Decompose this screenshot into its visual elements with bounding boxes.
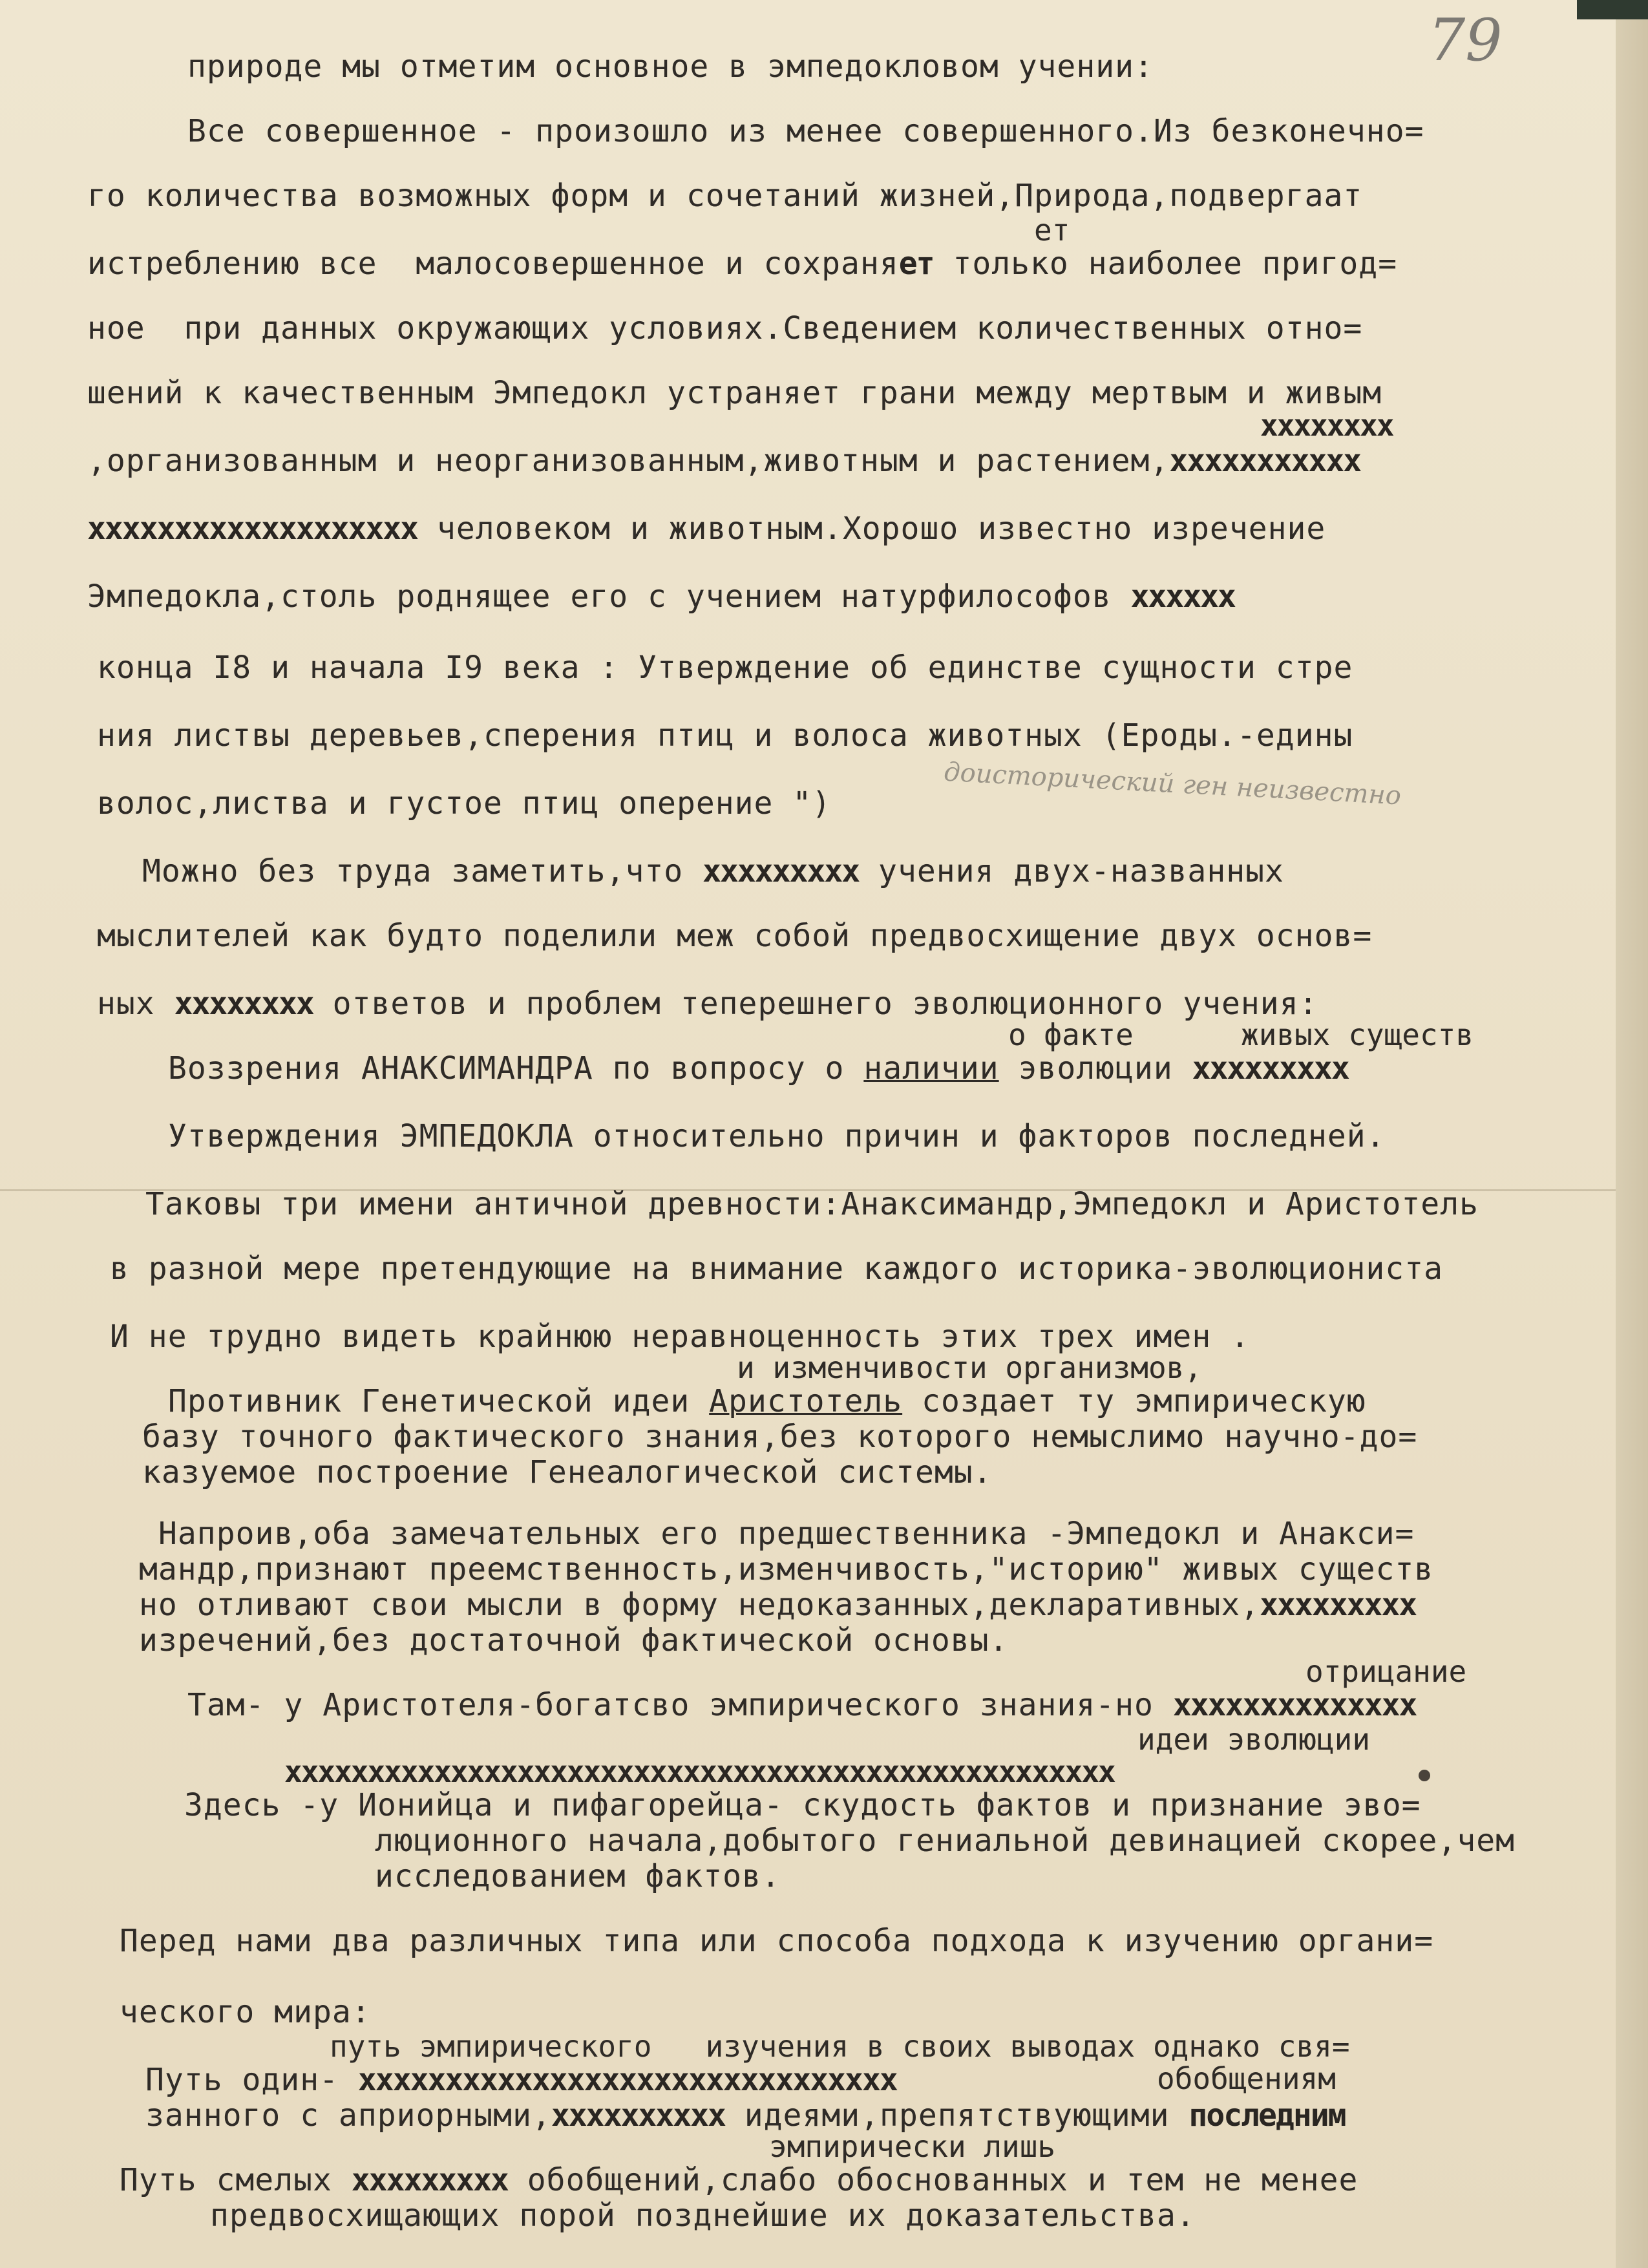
text-line [87, 246, 1397, 282]
inserted-correction: путь эмпирического изучения в своих выводах однако свя= [330, 2029, 1350, 2064]
text-segment: только наиболее пригод= [933, 246, 1398, 282]
scan-background-corner [1577, 0, 1648, 19]
text-line: ное при данных окружающих условиях.Сведением количественных отно= [87, 310, 1363, 346]
strikeout-text: последним [1188, 2097, 1346, 2134]
text-segment: идеями,препятствующими [724, 2097, 1189, 2134]
strikeout-text: xxxxxxxxxxxxxxxxxxx [87, 511, 418, 547]
underlined-text: наличии [863, 1050, 999, 1086]
text-line [187, 1687, 1416, 1723]
strikeout-text: xxxxxxxxxxx [1169, 443, 1361, 479]
inserted-correction: эмпирически лишь [769, 2129, 1056, 2164]
text-line: мыслителей как будто поделили меж собой предвосхищение двух основ= [97, 918, 1373, 954]
strikeout-text: xxxxxxxxx [1260, 1587, 1417, 1623]
strikeout-text: xxxxxxxx [1260, 408, 1393, 443]
text-line [145, 2097, 1346, 2134]
page-edge [1616, 0, 1648, 2268]
text-line: конца I8 и начала I9 века : Утверждение об единстве сущности стре [97, 650, 1353, 686]
text-line: И не трудно видеть крайнюю неравноценность этих трех имен . [110, 1319, 1251, 1355]
text-line [120, 2162, 1358, 2198]
text-segment: Противник Генетической идеи [168, 1383, 710, 1419]
text-line: казуемое построение Генеалогической системы. [142, 1454, 993, 1490]
inserted-correction: ет [1034, 213, 1070, 248]
text-segment: истреблению все малосовершенное и сохраня [87, 246, 899, 282]
text-line: го количества возможных форм и сочетаний жизней,Природа,подвергаат [87, 178, 1363, 214]
strikeout-text: ет [898, 246, 934, 282]
text-line [139, 1587, 1416, 1623]
text-segment: ответов и проблем теперешнего эволюционного учения: [313, 986, 1318, 1022]
text-line: Все совершенное - произошло из менее совершенного.Из безконечно= [187, 113, 1424, 149]
text-line: исследованием фактов. [375, 1858, 781, 1894]
text-line [145, 2062, 897, 2098]
strikeout-text: xxxxxxxxx [351, 2162, 508, 2198]
text-line [168, 1383, 1366, 1419]
text-line [87, 443, 1360, 479]
strikeout-text: xxxxxxxx [174, 986, 313, 1022]
strikeout-text: xxxxxxxxxx [551, 2097, 725, 2134]
text-segment: Можно без труда заметить,что [142, 853, 703, 889]
underlined-text: Аристотель [709, 1383, 903, 1419]
text-segment: Там- у Аристотеля-богатсво эмпирического знания-но [187, 1687, 1173, 1723]
text-line: Утверждения ЭМПЕДОКЛА относительно причин и факторов последней. [168, 1118, 1386, 1154]
text-segment: человеком и животным.Хорошо известно изречение [417, 511, 1326, 547]
text-segment: ных [97, 986, 174, 1022]
text-segment: занного с априорными, [145, 2097, 551, 2134]
strikeout-text: xxxxxxxxx [703, 853, 860, 889]
text-segment: обобщений,слабо обоснованных и тем не менее [507, 2162, 1358, 2198]
text-line: Перед нами два различных типа или способа подхода к изучению органи= [120, 1923, 1434, 1959]
text-line: Здесь -у Ионийца и пифагорейца- скудость фактов и признание эво= [184, 1787, 1421, 1823]
text-line [87, 511, 1326, 547]
text-line [142, 853, 1284, 889]
text-line: шений к качественным Эмпедокл устраняет грани между мертвым и живым [87, 375, 1382, 411]
text-segment: Эмпедокла,столь роднящее его с учением натурфилософов [87, 578, 1131, 615]
strikeout-text: xxxxxxxxxxxxxxxxxxxxxxxxxxxxxxx [357, 2062, 897, 2098]
strikeout-text: xxxxxxxxx [1192, 1050, 1349, 1086]
text-segment: учения двух-названных [859, 853, 1284, 889]
text-segment: Путь один- [145, 2062, 358, 2098]
text-segment: эволюции [998, 1050, 1192, 1086]
text-line: в разной мере претендующие на внимание каждого историка-эволюциониста [110, 1251, 1443, 1287]
text-line [87, 578, 1235, 615]
text-segment: но отливают свои мысли в форму недоказанных,декларативных, [139, 1587, 1260, 1623]
text-line: предвосхищающих порой позднейшие их доказательства. [210, 2198, 1196, 2234]
text-line: мандр,признают преемственность,изменчивость,"историю" живых существ [139, 1551, 1434, 1587]
page-number: 79 [1428, 6, 1503, 74]
pencil-note: доисторический ген неизвестно [943, 757, 1402, 811]
strikeout-text: xxxxxxxxxxxxxxxxxxxxxxxxxxxxxxxxxxxxxxxxxxxxxxxxxx [284, 1754, 1115, 1789]
strikeout-text: xxxxxx [1130, 578, 1235, 615]
text-line: ческого мира: [120, 1994, 371, 2030]
text-line: волос,листва и густое птиц оперение ") [97, 785, 832, 821]
inserted-correction: и изменчивости организмов, [737, 1350, 1203, 1385]
inserted-correction: идеи эволюции [1137, 1722, 1371, 1757]
inserted-correction: отрицание [1305, 1654, 1467, 1689]
text-segment: создает ту эмпирическую [902, 1383, 1366, 1419]
text-line: Напроив,оба замечательных его предшественника -Эмпедокл и Анакси= [158, 1516, 1415, 1552]
text-line [168, 1050, 1349, 1086]
text-line: люционного начала,добытого гениальной девинацией скорее,чем [375, 1823, 1516, 1859]
strikeout-text: xxxxxxxxxxxxxx [1172, 1687, 1417, 1723]
text-line: природе мы отметим основное в эмпедокловом учении: [187, 48, 1154, 85]
text-line [97, 986, 1318, 1022]
text-line: базу точного фактического знания,без которого немыслимо научно-до= [142, 1419, 1418, 1455]
text-segment: Путь смелых [120, 2162, 352, 2198]
ink-dot [1419, 1770, 1430, 1781]
text-line: Таковы три имени античной древности:Анаксимандр,Эмпедокл и Аристотель [145, 1186, 1479, 1222]
text-segment: ,организованным и неорганизованным,животным и растением, [87, 443, 1170, 479]
text-line: ния листвы деревьев,сперения птиц и волоса животных (Ероды.-едины [97, 717, 1353, 754]
inserted-correction: о факте живых существ [1008, 1017, 1474, 1052]
inserted-correction: обобщениям [1157, 2061, 1336, 2096]
text-line: изречений,без достаточной фактической основы. [139, 1622, 1009, 1659]
text-segment: Воззрения АНАКСИМАНДРА по вопросу о [168, 1050, 864, 1086]
